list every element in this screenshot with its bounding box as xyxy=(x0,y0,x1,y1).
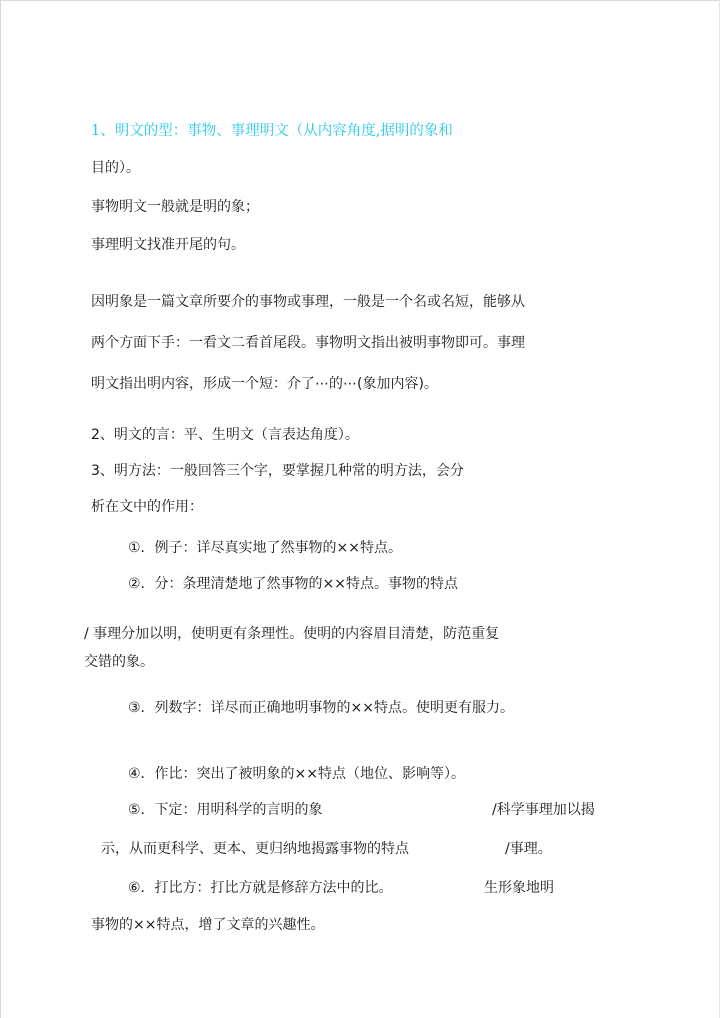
text-line: ②．分：条理清楚地了然事物的××特点。事物的特点 xyxy=(128,576,459,592)
text-line: 3、明方法：一般回答三个字，要掌握几种常的明方法，会分 xyxy=(91,463,464,479)
text-line: 事理明文找准开尾的句。 xyxy=(91,237,245,253)
text-line: 事物明文一般就是明的象； xyxy=(91,199,259,215)
text-line: 明文指出明内容，形成一个短：介了⋯的⋯(象加内容)。 xyxy=(91,376,438,392)
text-line: ③．列数字：详尽而正确地明事物的××特点。使明更有服力。 xyxy=(128,700,515,716)
page-border-top xyxy=(0,0,720,1)
text-line: 因明象是一篇文章所要介的事物或事理，一般是一个名或名短，能够从 xyxy=(91,294,525,310)
text-line: 生形象地明 xyxy=(484,880,554,896)
text-line: 事物的××特点，增了文章的兴趣性。 xyxy=(91,917,325,933)
page-border-left xyxy=(0,0,1,1018)
text-line: ⑥．打比方：打比方就是修辞方法中的比。 xyxy=(128,880,393,896)
text-line: ①．例子：详尽真实地了然事物的××特点。 xyxy=(128,540,403,556)
text-line: /事理。 xyxy=(505,841,552,857)
text-line: 两个方面下手：一看文二看首尾段。事物明文指出被明事物即可。事理 xyxy=(91,335,525,351)
text-line: 2、明文的言：平、生明文（言表达角度）。 xyxy=(91,427,359,443)
text-line: ⑤．下定：用明科学的言明的象 xyxy=(128,802,323,818)
heading-line: 1、明文的型：事物、事理明文（从内容角度,据明的象和 xyxy=(91,123,453,139)
text-line: 析在文中的作用： xyxy=(91,499,203,515)
text-line: 目的）。 xyxy=(91,160,140,176)
text-line: /科学事理加以揭 xyxy=(492,802,595,818)
text-line: 示，从而更科学、更本、更归纳地揭露事物的特点 xyxy=(101,841,409,857)
text-line: / 事理分加以明，使明更有条理性。使明的内容眉目清楚，防范重复 xyxy=(84,626,500,642)
text-line: 交错的象。 xyxy=(84,654,154,670)
text-line: ④．作比：突出了被明象的××特点（地位、影响等）。 xyxy=(128,766,466,782)
